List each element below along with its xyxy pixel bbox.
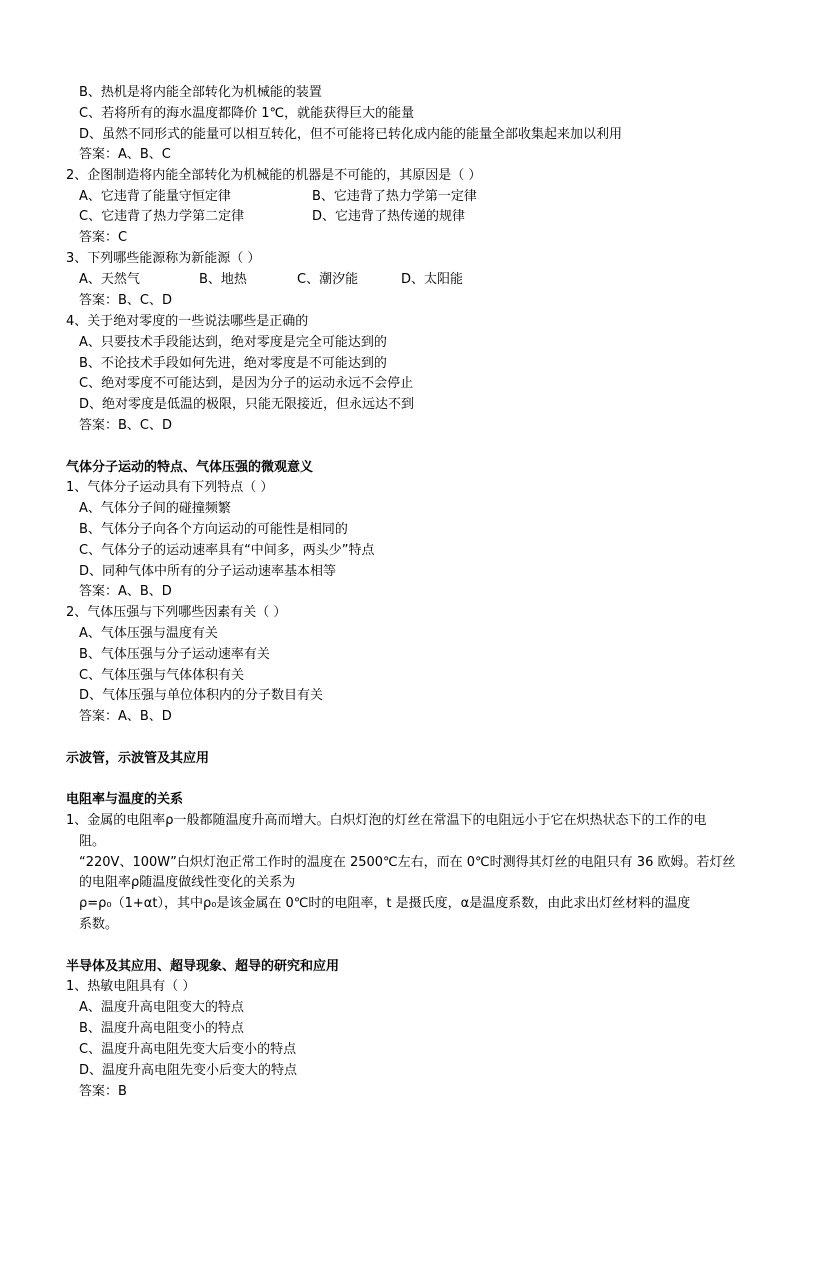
option-text: A、它违背了能量守恒定律 [79,189,231,204]
answer-text: 答案：A、B、D [79,709,172,724]
option-text: C、绝对零度不可能达到，是因为分子的运动永远不会停止 [79,376,414,391]
option-text: A、气体分子间的碰撞频繁 [79,501,231,516]
option-text: C、它违背了热力学第二定律 [79,209,245,224]
section-heading: 示波管，示波管及其应用 [66,751,210,766]
option-text: B、气体分子向各个方向运动的可能性是相同的 [79,522,348,537]
option-text: A、天然气 [79,272,140,287]
option-text: D、太阳能 [401,272,464,287]
answer-text: 答案：A、B、C [79,147,171,162]
section-heading: 半导体及其应用、超导现象、超导的研究和应用 [66,959,340,974]
answer-text: 答案：A、B、D [79,584,172,599]
option-text: C、气体压强与气体体积有关 [79,668,245,683]
option-text: D、气体压强与单位体积内的分子数目有关 [79,688,324,703]
option-text: A、只要技术手段能达到，绝对零度是完全可能达到的 [79,335,387,350]
option-text: B、温度升高电阻变小的特点 [79,1021,244,1036]
option-text: B、气体压强与分子运动速率有关 [79,647,270,662]
option-text: B、地热 [199,272,247,287]
option-text: C、若将所有的海水温度都降价 1℃，就能获得巨大的能量 [79,106,415,121]
option-row [79,187,477,207]
formula-text: ρ=ρ₀（1+αt），其中ρ₀是该金属在 0℃时的电阻率，t 是摄氏度，α是温度系数，由此求出灯丝材料的温度 [79,896,691,911]
option-text: D、同种气体中所有的分子运动速率基本相等 [79,564,337,579]
option-text: B、它违背了热力学第一定律 [312,189,477,204]
section-heading: 电阻率与温度的关系 [66,792,184,807]
option-text: A、温度升高电阻变大的特点 [79,1000,244,1015]
paragraph-text: “220V、100W”白炽灯泡正常工作时的温度在 2500℃左右，而在 0℃时测得其灯丝的电阻只有 36 欧姆。若灯丝 [79,855,736,870]
option-text: B、热机是将内能全部转化为机械能的装置 [79,85,322,100]
question-text: 1、气体分子运动具有下列特点（ ） [66,480,274,495]
question-text: 4、关于绝对零度的一些说法哪些是正确的 [66,314,309,329]
paragraph-text: 1、金属的电阻率ρ一般都随温度升高而增大。白炽灯泡的灯丝在常温下的电阻远小于它在炽热状态下的工作的电 [66,813,707,828]
option-text: C、潮汐能 [297,272,359,287]
answer-text: 答案：C [79,230,128,245]
option-text: C、气体分子的运动速率具有“中间多，两头少”特点 [79,543,375,558]
paragraph-text: 的电阻率ρ随温度做线性变化的关系为 [79,875,296,890]
option-row [79,207,465,227]
paragraph-text: 系数。 [79,917,119,932]
option-text: B、不论技术手段如何先进，绝对零度是不可能达到的 [79,356,387,371]
option-text: A、气体压强与温度有关 [79,626,218,641]
question-text: 2、企图制造将内能全部转化为机械能的机器是不可能的，其原因是（ ） [66,168,482,183]
section-heading: 气体分子运动的特点、气体压强的微观意义 [66,460,314,475]
option-text: D、温度升高电阻先变小后变大的特点 [79,1063,298,1078]
answer-text: 答案：B、C、D [79,293,173,308]
option-row [79,270,463,290]
option-text: C、温度升高电阻先变大后变小的特点 [79,1042,297,1057]
question-text: 3、下列哪些能源称为新能源（ ） [66,251,261,266]
question-text: 2、气体压强与下列哪些因素有关（ ） [66,605,287,620]
option-text: D、绝对零度是低温的极限，只能无限接近，但永远达不到 [79,397,415,412]
option-text: D、它违背了热传递的规律 [312,209,466,224]
option-text: D、虽然不同形式的能量可以相互转化，但不可能将已转化成内能的能量全部收集起来加以利用 [79,127,623,142]
question-text: 1、热敏电阻具有（ ） [66,979,196,994]
answer-text: 答案：B、C、D [79,418,173,433]
answer-text: 答案：B [79,1084,127,1099]
paragraph-text: 阻。 [79,834,106,849]
